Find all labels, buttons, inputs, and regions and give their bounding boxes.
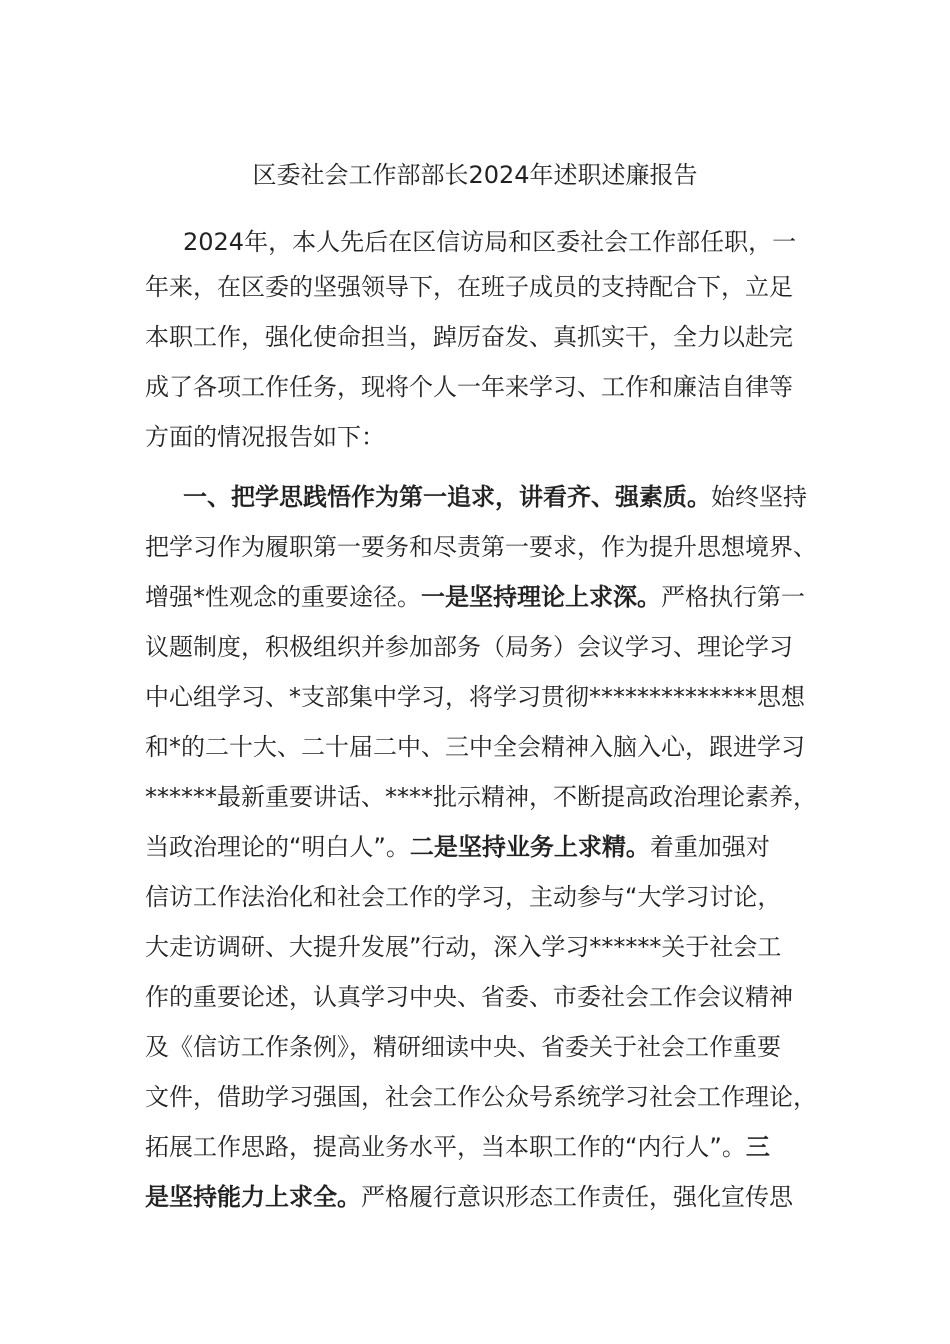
body-text: 严格执行第一 [661,583,805,611]
body-text: 大走访调研、大提升发展”行动，深入学习******关于社会工 [145,933,782,961]
body-text: 把学习作为履职第一要务和尽责第一要求，作为提升思想境界、 [145,533,817,561]
body-line [145,320,793,354]
body-line [145,270,793,304]
body-text: 增强*性观念的重要途径。 [145,583,421,611]
body-line [145,1180,793,1214]
bold-heading-text: 是坚持能力上求全。 [145,1183,361,1211]
body-line [145,370,793,404]
body-line [183,225,796,259]
body-line [145,680,805,714]
body-line [145,530,817,564]
body-text: 及《信访工作条例》，精研细读中央、省委关于社会工作重要 [145,1033,781,1061]
body-line [145,880,781,914]
body-text: 严格履行意识形态工作责任，强化宣传思 [361,1183,793,1211]
body-text: 本职工作，强化使命担当，踔厉奋发、真抓实干，全力以赴完 [145,323,793,351]
body-text: 2024年，本人先后在区信访局和区委社会工作部任职，一 [183,228,797,256]
body-text: 着重加强对 [649,833,770,861]
body-text: 中心组学习、*支部集中学习，将学习贯彻**************思想 [145,683,805,711]
bold-heading-text: 一是坚持理论上求深。 [421,583,661,611]
body-line [145,420,385,454]
body-line [145,1030,781,1064]
body-text: 成了各项工作任务，现将个人一年来学习、工作和廉洁自律等 [145,373,793,401]
document-title: 区委社会工作部部长2024年述职述廉报告 [252,161,698,189]
body-line [145,930,781,964]
bold-heading-text: 一、把学思践悟作为第一追求，讲看齐、强素质。 [183,483,711,511]
body-line [145,980,793,1014]
body-line [145,830,770,864]
body-line [145,730,805,764]
body-text: 议题制度，积极组织并参加部务（局务）会议学习、理论学习 [145,633,793,661]
body-text: 作的重要论述，认真学习中央、省委、市委社会工作会议精神 [145,983,793,1011]
body-text: 当政治理论的“明白人”。 [145,833,410,861]
body-line [145,780,817,814]
body-line [145,580,805,614]
body-line [183,480,807,514]
body-text: 拓展工作思路，提高业务水平，当本职工作的“内行人”。 [145,1133,746,1161]
body-text: 方面的情况报告如下： [145,423,385,451]
bold-heading-text: 三 [745,1133,770,1161]
body-line [145,1130,770,1164]
body-text: 信访工作法治化和社会工作的学习，主动参与“大学习讨论， [145,883,782,911]
body-text: 年来，在区委的坚强领导下，在班子成员的支持配合下，立足 [145,273,793,301]
body-line [145,630,793,664]
body-text: 文件，借助学习强国，社会工作公众号系统学习社会工作理论， [145,1083,817,1111]
bold-heading-text: 二是坚持业务上求精。 [409,833,650,861]
body-text: 和*的二十大、二十届二中、三中全会精神入脑入心，跟进学习 [145,733,805,761]
body-text: 始终坚持 [711,483,807,511]
body-text: ******最新重要讲话、****批示精神，不断提高政治理论素养， [145,783,817,811]
body-line [145,1080,817,1114]
